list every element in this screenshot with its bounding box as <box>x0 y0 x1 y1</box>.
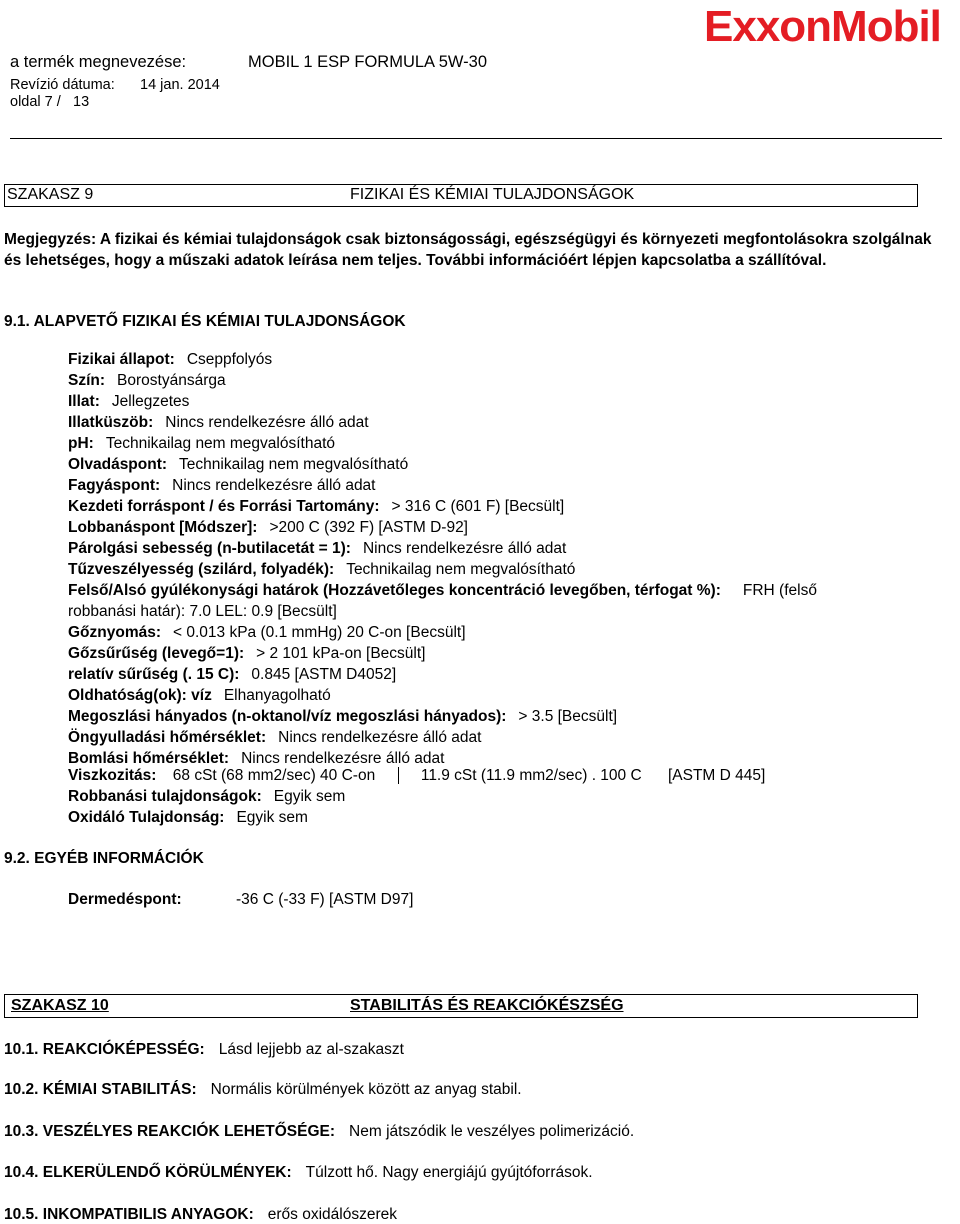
section-10-item <box>4 1081 522 1099</box>
section-10-value: Nem játszódik le veszélyes polimerizáció. <box>349 1123 635 1140</box>
property-key: relatív sűrűség (. 15 C): <box>68 666 240 683</box>
property-value: Nincs rendelkezésre álló adat <box>362 540 567 557</box>
section-10-value: Lásd lejjebb az al-szakaszt <box>218 1041 404 1058</box>
property-value: robbanási határ): 7.0 LEL: 0.9 [Becsült] <box>68 603 337 620</box>
property-key: Megoszlási hányados (n-oktanol/víz megoszlási hányados): <box>68 708 507 725</box>
property-row <box>68 645 425 663</box>
property-row <box>68 519 468 537</box>
section-9-code: SZAKASZ 9 <box>7 186 94 203</box>
property-row <box>68 477 376 495</box>
page-number-label: oldal 7 / <box>10 94 61 110</box>
property-row <box>68 666 396 684</box>
viscosity-row <box>68 767 765 785</box>
property-value: Egyik sem <box>236 809 308 826</box>
property-key: Szín: <box>68 372 106 389</box>
property-value: < 0.013 kPa (0.1 mmHg) 20 C-on [Becsült] <box>173 624 466 641</box>
property-row <box>68 414 369 432</box>
viscosity-method: [ASTM D 445] <box>667 767 766 784</box>
property-key: Lobbanáspont [Módszer]: <box>68 519 258 536</box>
revision-date-value: 14 jan. 2014 <box>140 77 220 93</box>
property-row <box>68 624 466 642</box>
property-value: Nincs rendelkezésre álló adat <box>165 414 369 431</box>
pour-point-row <box>68 891 413 909</box>
property-key: Illat: <box>68 393 100 410</box>
section-10-item <box>4 1123 634 1141</box>
section-10-value: erős oxidálószerek <box>267 1206 397 1223</box>
property-value: Egyik sem <box>273 788 346 805</box>
property-row <box>68 435 335 453</box>
property-value: Technikailag nem megvalósítható <box>346 561 576 578</box>
subsection-9-2-title: 9.2. EGYÉB INFORMÁCIÓK <box>4 850 204 867</box>
section-10-key: 10.4. ELKERÜLENDŐ KÖRÜLMÉNYEK: <box>4 1164 292 1181</box>
property-value: Technikailag nem megvalósítható <box>179 456 409 473</box>
section-10-value: Túlzott hő. Nagy energiájú gyújtóforrások. <box>305 1164 593 1181</box>
section-10-key: 10.2. KÉMIAI STABILITÁS: <box>4 1081 197 1098</box>
property-key: Olvadáspont: <box>68 456 168 473</box>
property-value: > 2 101 kPa-on [Becsült] <box>256 645 426 662</box>
property-key: Fizikai állapot: <box>68 351 175 368</box>
viscosity-key: Viszkozitás: <box>68 767 157 784</box>
section-10-title: STABILITÁS ÉS REAKCIÓKÉSZSÉG <box>350 997 624 1014</box>
section-10-item <box>4 1206 397 1224</box>
section-10-key: 10.5. INKOMPATIBILIS ANYAGOK: <box>4 1206 254 1223</box>
property-key: Felső/Alsó gyúlékonysági határok (Hozzávetőleges koncentráció levegőben, térfogat %): <box>68 582 721 599</box>
property-key: Fagyáspont: <box>68 477 161 494</box>
property-row <box>68 393 189 411</box>
property-value: Nincs rendelkezésre álló adat <box>241 750 445 767</box>
property-value: > 3.5 [Becsült] <box>518 708 618 725</box>
property-row <box>68 687 331 705</box>
property-key: Gőznyomás: <box>68 624 162 641</box>
property-row <box>68 540 566 558</box>
section-9-header <box>4 184 918 207</box>
pour-point-value: -36 C (-33 F) [ASTM D97] <box>236 891 414 908</box>
property-row <box>68 498 564 516</box>
section-10-header <box>4 994 918 1018</box>
revision-date-label: Revízió dátuma: <box>10 77 115 93</box>
property-row <box>68 603 337 621</box>
property-row <box>68 582 817 600</box>
property-key: Tűzveszélyesség (szilárd, folyadék): <box>68 561 335 578</box>
property-value: Cseppfolyós <box>186 351 273 368</box>
property-row <box>68 456 408 474</box>
property-value: Nincs rendelkezésre álló adat <box>278 729 482 746</box>
viscosity-100c: 11.9 cSt (11.9 mm2/sec) . 100 C <box>420 767 642 784</box>
subsection-9-1-title: 9.1. ALAPVETŐ FIZIKAI ÉS KÉMIAI TULAJDONSÁGOK <box>4 313 406 330</box>
page-number-total: 13 <box>73 94 90 110</box>
property-value: Nincs rendelkezésre álló adat <box>172 477 376 494</box>
property-row <box>68 809 308 827</box>
property-row <box>68 372 226 390</box>
section-9-note: Megjegyzés: A fizikai és kémiai tulajdonságok csak biztonságossági, egészségügyi és környezeti megfontolásokra szolgálnak és lehetséges, hogy a műszaki adatok leírása nem teljes. További információért lépjen kapcsolatba a szállítóval. <box>4 231 932 269</box>
property-key: Oxidáló Tulajdonság: <box>68 809 225 826</box>
property-value: Technikailag nem megvalósítható <box>105 435 336 452</box>
property-row <box>68 729 481 747</box>
property-value: FRH (felső <box>742 582 817 599</box>
section-10-item <box>4 1041 404 1059</box>
property-key: Kezdeti forráspont / és Forrási Tartomány: <box>68 498 380 515</box>
product-name-label: a termék megnevezése: <box>10 53 187 71</box>
property-key: Gőzsűrűség (levegő=1): <box>68 645 245 662</box>
property-key: Oldhatóság(ok): víz <box>68 687 212 704</box>
property-key: Párolgási sebesség (n-butilacetát = 1): <box>68 540 351 557</box>
property-value: Elhanyagolható <box>223 687 331 704</box>
pour-point-key: Dermedéspont: <box>68 891 182 908</box>
viscosity-40c: 68 cSt (68 mm2/sec) 40 C-on <box>172 767 376 784</box>
section-10-key: 10.1. REAKCIÓKÉPESSÉG: <box>4 1041 205 1058</box>
header-divider <box>10 138 942 139</box>
property-row <box>68 561 575 579</box>
property-value: Borostyánsárga <box>117 372 226 389</box>
property-key: Illatküszöb: <box>68 414 154 431</box>
section-10-key: 10.3. VESZÉLYES REAKCIÓK LEHETŐSÉGE: <box>4 1123 336 1140</box>
section-10-value: Normális körülmények között az anyag stabil. <box>210 1081 522 1098</box>
property-key: Öngyulladási hőmérséklet: <box>68 729 267 746</box>
logo-text: ExxonMobil <box>704 2 941 51</box>
property-row <box>68 351 272 369</box>
viscosity-separator <box>398 767 399 784</box>
property-key: Robbanási tulajdonságok: <box>68 788 262 805</box>
property-row <box>68 788 345 806</box>
property-row <box>68 708 617 726</box>
property-key: pH: <box>68 435 94 452</box>
property-value: > 316 C (601 F) [Becsült] <box>391 498 565 515</box>
property-value: Jellegzetes <box>111 393 190 410</box>
property-value: 0.845 [ASTM D4052] <box>251 666 397 683</box>
product-name-value: MOBIL 1 ESP FORMULA 5W-30 <box>248 53 488 71</box>
section-10-item <box>4 1164 593 1182</box>
property-value: >200 C (392 F) [ASTM D-92] <box>269 519 468 536</box>
exxonmobil-logo <box>704 2 941 52</box>
property-key: Bomlási hőmérséklet: <box>68 750 230 767</box>
property-row <box>68 750 444 768</box>
section-9-title: FIZIKAI ÉS KÉMIAI TULAJDONSÁGOK <box>350 186 635 203</box>
section-10-code: SZAKASZ 10 <box>11 997 109 1014</box>
